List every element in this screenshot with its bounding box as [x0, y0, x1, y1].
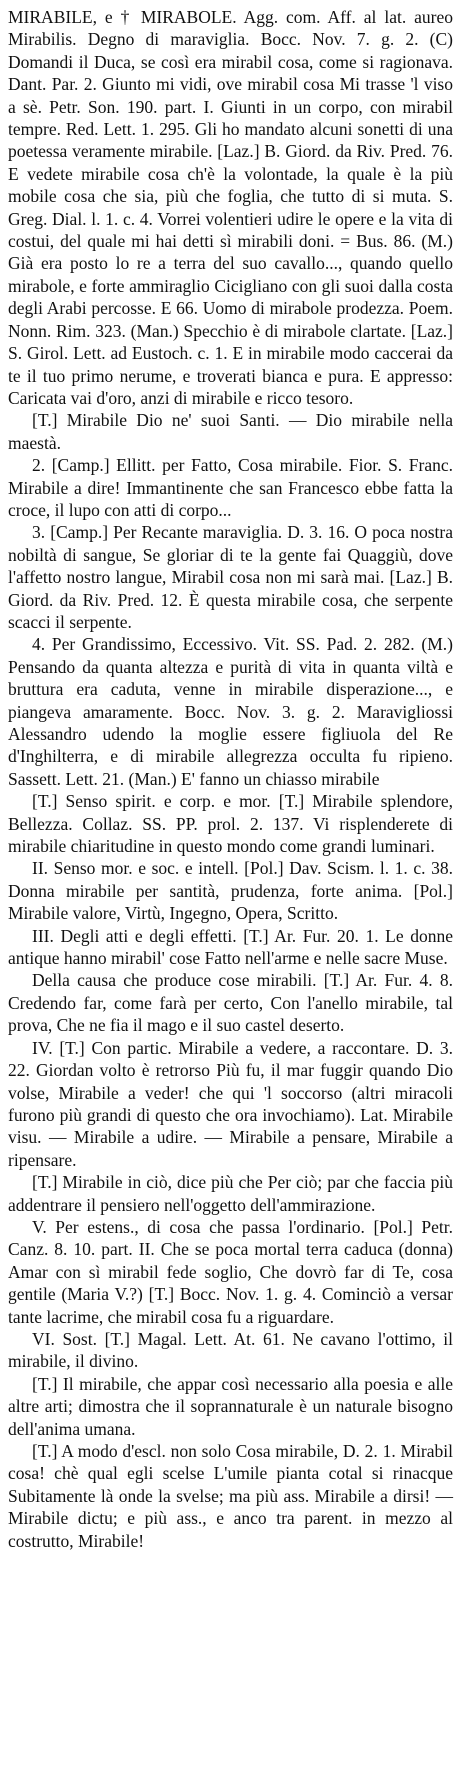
entry-paragraph: 3. [Camp.] Per Recante maraviglia. D. 3. 16. O poca nostra nobiltà di sangue, Se gloriar di te la gente fai Quaggiù, dove l'affetto nostro langue, Mirabil cosa non mi sarà mai. [Laz.] B. Giord. da Riv. Pred. 12. È questa mirabile cosa, che serpente scacci il serpente. — [8, 522, 453, 632]
entry-paragraph: [T.] Mirabile in ciò, dice più che Per ciò; par che faccia più addentrare il pensiero nell'oggetto dell'ammirazione. — [8, 1172, 453, 1215]
entry-paragraph: 4. Per Grandissimo, Eccessivo. Vit. SS. Pad. 2. 282. (M.) Pensando da quanta altezza e purità di vita in quanta viltà e bruttura era caduta, venne in mirabile disperazione..., e piangeva amaramente. Bocc. Nov. 3. g. 2. Maravigliossi Alessandro udendo la moglie essere figliuola del Re d'Inghilterra, e di mirabile allegrezza occulta fu ripieno. Sassett. Lett. 21. (Man.) E' fanno un chiasso mirabile — [8, 634, 453, 789]
entry-paragraph: [T.] A modo d'escl. non solo Cosa mirabile, D. 2. 1. Mirabil cosa! chè qual egli scelse L'umile pianta cotal si rinacque Subitamente là onde la svelse; ma più ass. Mirabile a dirsi! — Mirabile dictu; e più ass., e anco tra parent. in mezzo al costrutto, Mirabile! — [8, 1441, 453, 1551]
entry-paragraph: II. Senso mor. e soc. e intell. [Pol.] Dav. Scism. l. 1. c. 38. Donna mirabile per santità, prudenza, forte anima. [Pol.] Mirabile valore, Virtù, Ingegno, Opera, Scritto. — [8, 858, 453, 924]
entry-paragraph: [T.] Senso spirit. e corp. e mor. [T.] Mirabile splendore, Bellezza. Collaz. SS. PP. prol. 2. 137. Vi risplenderete di mirabile chiaritudine in questo mondo come grandi luminari. — [8, 791, 453, 857]
entry-paragraph: IV. [T.] Con partic. Mirabile a vedere, a raccontare. D. 3. 22. Giordan volto è retrorso Più fu, il mar fuggir quando Dio volse, Mirabile a veder! che qui 'l soccorso (altri miracoli furono più grandi di questo che ora invochiamo). Lat. Mirabile visu. — Mirabile a udire. — Mirabile a pensare, Mirabile a ripensare. — [8, 1037, 453, 1170]
entry-paragraph: VI. Sost. [T.] Magal. Lett. At. 61. Ne cavano l'ottimo, il mirabile, il divino. — [8, 1328, 453, 1372]
entry-paragraph: 2. [Camp.] Ellitt. per Fatto, Cosa mirabile. Fior. S. Franc. Mirabile a dire! Immantinente che san Francesco ebbe fatta la croce, il lupo con atti di corpo... — [8, 455, 453, 520]
entry-paragraph: [T.] Il mirabile, che appar così necessario alla poesia e alle altre arti; dimostra che il soprannaturale è un naturale bisogno dell'anima umana. — [8, 1373, 453, 1439]
entry-paragraph: III. Degli atti e degli effetti. [T.] Ar. Fur. 20. 1. Le donne antique hanno mirabil' cose Fatto nell'arme e nelle sacre Muse. — [8, 925, 453, 969]
entry-paragraph: Della causa che produce cose mirabili. [T.] Ar. Fur. 4. 8. Credendo far, come farà per certo, Con l'anello mirabile, tal prova, Che ne fia il mago e il suo castel deserto. — [8, 970, 453, 1036]
entry-paragraph: [T.] Mirabile Dio ne' suoi Santi. — Dio mirabile nella maestà. — [8, 410, 453, 453]
entry-paragraph: MIRABILE, e † MIRABOLE. Agg. com. Aff. al lat. aureo Mirabilis. Degno di maraviglia. Bocc. Nov. 7. g. 2. (C) Domandi il Duca, se così era mirabil cosa, come si ragionava. Dant. Par. 2. Giunto mi vidi, ove mirabil cosa Mi trasse 'l viso a sè. Petr. Son. 190. part. I. Giunti in un corpo, con mirabil tempre. Red. Lett. 1. 295. Gli ho mandato alcuni sonetti di una poetessa veramente mirabile. [Laz.] B. Giord. da Riv. Pred. 76. E vedete mirabile cosa ch'è la volontade, la quale è la più mobile cosa che sia, più che foglia, che tutto di si muta. S. Greg. Dial. l. 1. c. 4. Vorrei volentieri udire le opere e la vita di costui, del quale mi hai detti sì mirabili doni. = Bus. 86. (M.) Già era posto lo re a terra del suo cavallo..., quando quello mirabole, e forte ammiraglio Cicigliano con gli suoi dalla costa degli Arabi percosse. E 66. Uomo di mirabole prodezza. Poem. Nonn. Rim. 323. (Man.) Specchio è di mirabole clartate. [Laz.] S. Girol. Lett. ad Eustoch. c. 1. E in mirabile modo caccerai da te il tuo primo nerume, e troverati bianca e pura. E appresso: Caricata vai d'oro, anzi di mirabile e ricco tesoro. — [8, 7, 453, 408]
entry-paragraph: V. Per estens., di cosa che passa l'ordinario. [Pol.] Petr. Canz. 8. 10. part. II. Che se poca mortal terra caduca (donna) Amar con sì mirabil fede soglio, Che dovrò far di Te, cosa gentile (Maria V.?) [T.] Bocc. Nov. 1. g. 4. Cominciò a versar tante lacrime, che mirabil cosa fu a riguardare. — [8, 1216, 453, 1327]
